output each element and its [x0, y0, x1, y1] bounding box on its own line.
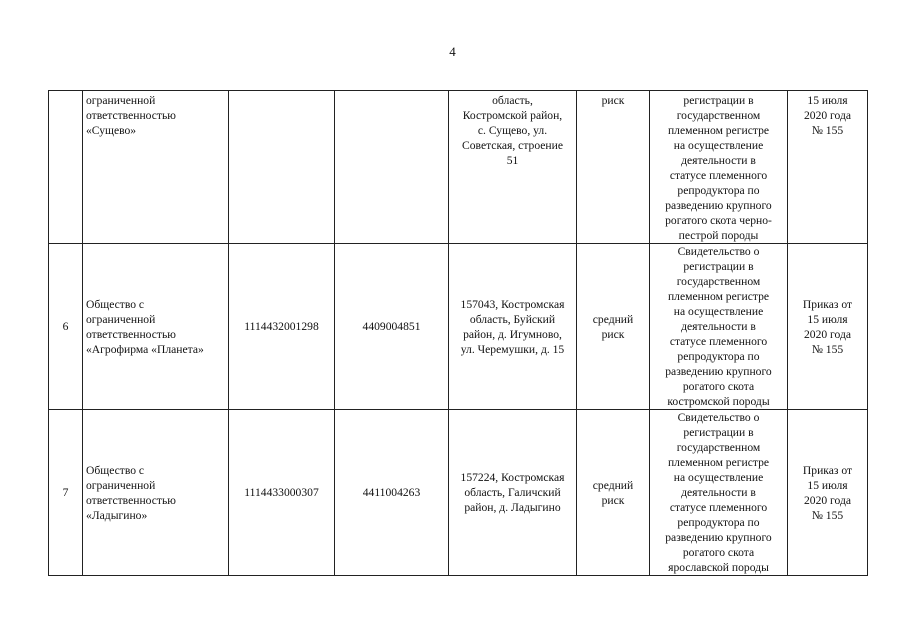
address-cell: 157043, Костромская область, Буйский район, д. Игумново, ул. Черемушки, д. 15	[449, 244, 577, 410]
ogrn-cell	[229, 91, 335, 244]
registry-table	[48, 90, 868, 576]
document-cell: Свидетельство о регистрации в государственном племенном регистре на осуществление деятельности в статусе племенного репродуктора по разведению крупного рогатого скота ярославской породы	[650, 410, 788, 576]
ogrn-cell: 1114432001298	[229, 244, 335, 410]
organization-name-cell: ограниченной ответственностью «Сущево»	[83, 91, 229, 244]
risk-category-cell: средний риск	[577, 410, 650, 576]
row-number-cell	[49, 91, 83, 244]
row-number-cell: 6	[49, 244, 83, 410]
address-cell: область, Костромской район, с. Сущево, ул. Советская, строение 51	[449, 91, 577, 244]
row-number-cell: 7	[49, 410, 83, 576]
page-number: 4	[449, 44, 456, 59]
inn-cell	[335, 91, 449, 244]
table-row	[49, 91, 868, 244]
risk-category-cell: средний риск	[577, 244, 650, 410]
inn-cell: 4409004851	[335, 244, 449, 410]
risk-category-cell: риск	[577, 91, 650, 244]
document-cell: регистрации в государственном племенном регистре на осуществление деятельности в статусе племенного репродуктора по разведению крупного рогатого скота черно- пестрой породы	[650, 91, 788, 244]
organization-name-cell: Общество с ограниченной ответственностью «Агрофирма «Планета»	[83, 244, 229, 410]
document-cell: Свидетельство о регистрации в государственном племенном регистре на осуществление деятельности в статусе племенного репродуктора по разведению крупного рогатого скота костромской породы	[650, 244, 788, 410]
organization-name-cell: Общество с ограниченной ответственностью «Ладыгино»	[83, 410, 229, 576]
address-cell: 157224, Костромская область, Галичский район, д. Ладыгино	[449, 410, 577, 576]
table-row	[49, 244, 868, 410]
order-cell: Приказ от 15 июля 2020 года № 155	[788, 244, 868, 410]
ogrn-cell: 1114433000307	[229, 410, 335, 576]
order-cell: Приказ от 15 июля 2020 года № 155	[788, 410, 868, 576]
inn-cell: 4411004263	[335, 410, 449, 576]
table-row	[49, 410, 868, 576]
order-cell: 15 июля 2020 года № 155	[788, 91, 868, 244]
